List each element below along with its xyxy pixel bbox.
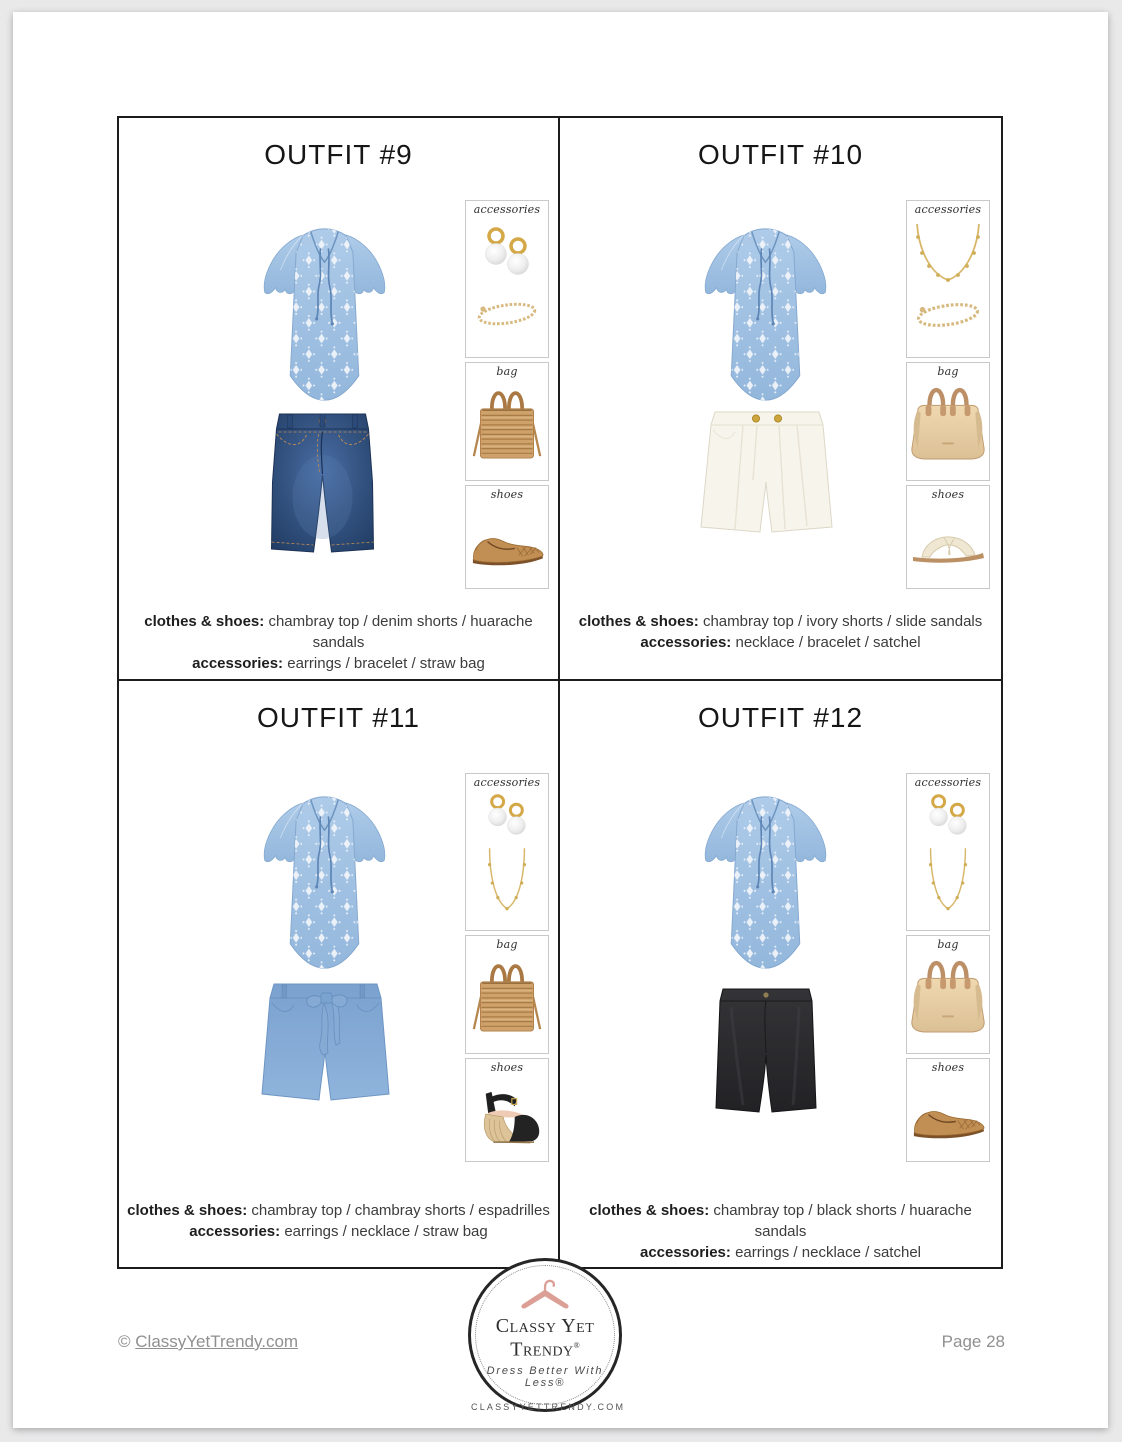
accessories-panel [465, 773, 549, 1166]
chambray-shorts-image [260, 981, 391, 1112]
accessories-box [465, 200, 549, 358]
accessories-label: accessories [914, 203, 982, 216]
bag-label: bag [496, 365, 518, 378]
accessories-panel [906, 200, 990, 593]
bag-label: bag [496, 938, 518, 951]
logo-website: CLASSYYETTRENDY.COM [471, 1401, 626, 1412]
outfit-description [566, 611, 995, 653]
bag-box [465, 935, 549, 1054]
satchel-icon [909, 953, 987, 1035]
outfit-description [566, 1200, 995, 1263]
outfit-grid [117, 116, 1003, 1269]
bag-label: bag [937, 365, 959, 378]
gold-necklace-icon [926, 847, 970, 919]
outfit-title: OUTFIT #9 [264, 139, 413, 170]
bag-box [906, 362, 990, 481]
logo-dotted-ring [475, 1265, 615, 1405]
straw-bag-icon [471, 953, 543, 1039]
gold-necklace-icon [485, 847, 529, 919]
pearl-earrings-icon [480, 224, 534, 284]
accessories-panel [465, 200, 549, 593]
shoes-label: shoes [490, 1061, 524, 1074]
logo-brand-name: Classy Yet Trendy® [495, 1315, 595, 1361]
outfit-title: OUTFIT #12 [697, 702, 864, 733]
shoes-box [906, 1058, 990, 1162]
outfit-card-10 [560, 118, 1001, 681]
accessories-line: accessories: necklace / bracelet / satchel [640, 634, 921, 651]
gold-bracelet-icon [475, 300, 539, 328]
shoes-box [906, 485, 990, 589]
pearl-earrings-icon [925, 791, 971, 843]
accessories-label: accessories [914, 776, 982, 789]
bag-box [906, 935, 990, 1054]
accessories-box [465, 773, 549, 931]
page-number: Page 28 [941, 1332, 1005, 1351]
outfit-description [125, 611, 552, 674]
copyright-text: © ClassyYetTrendy.com [118, 1332, 299, 1351]
gold-bracelet-icon [914, 300, 982, 330]
chambray-top-image [692, 221, 839, 409]
outfit-title: OUTFIT #11 [256, 702, 420, 733]
bag-box [465, 362, 549, 481]
accessories-label: accessories [473, 203, 541, 216]
gold-necklace-icon [913, 224, 983, 290]
huarache-sandals-icon [470, 527, 544, 568]
chambray-top-image [692, 789, 839, 977]
clothes-line: clothes & shoes: chambray top / ivory shorts / slide sandals [578, 613, 983, 630]
accessories-line: accessories: earrings / necklace / satchel [639, 1244, 921, 1261]
straw-bag-icon [471, 380, 543, 466]
satchel-icon [909, 380, 987, 462]
black-shorts-image [711, 987, 821, 1115]
logo-tagline: Dress Better With Less® [486, 1364, 604, 1389]
document-page [13, 12, 1108, 1428]
bag-label: bag [937, 938, 959, 951]
accessories-box [906, 200, 990, 358]
site-link[interactable]: ClassyYetTrendy.com [135, 1332, 299, 1351]
clothes-line: clothes & shoes: chambray top / chambray shorts / espadrilles [127, 1202, 550, 1219]
denim-shorts-image [269, 412, 376, 556]
accessories-panel [906, 773, 990, 1166]
clothes-line: clothes & shoes: chambray top / black shorts / huarache sandals [589, 1202, 972, 1240]
accessories-label: accessories [473, 776, 541, 789]
accessories-line: accessories: earrings / bracelet / straw bag [192, 655, 485, 672]
clothes-line: clothes & shoes: chambray top / denim shorts / huarache sandals [144, 613, 533, 651]
espadrilles-icon [474, 1088, 540, 1146]
shoes-label: shoes [931, 1061, 965, 1074]
outfit-description [125, 1200, 552, 1242]
shoes-label: shoes [490, 488, 524, 501]
shoes-box [465, 1058, 549, 1162]
huarache-sandals-icon [911, 1100, 985, 1141]
outfit-card-12 [560, 681, 1001, 1267]
pearl-earrings-icon [484, 791, 530, 843]
slide-sandals-icon [910, 529, 986, 565]
outfit-card-9 [119, 118, 560, 681]
chambray-top-image [251, 221, 398, 409]
outfit-card-11 [119, 681, 560, 1267]
outfit-title: OUTFIT #10 [697, 139, 864, 170]
shoes-box [465, 485, 549, 589]
shoes-label: shoes [931, 488, 965, 501]
brand-logo [468, 1258, 626, 1412]
ivory-shorts-image [699, 410, 835, 543]
chambray-top-image [251, 789, 398, 977]
accessories-line: accessories: earrings / necklace / straw bag [189, 1223, 488, 1240]
accessories-box [906, 773, 990, 931]
